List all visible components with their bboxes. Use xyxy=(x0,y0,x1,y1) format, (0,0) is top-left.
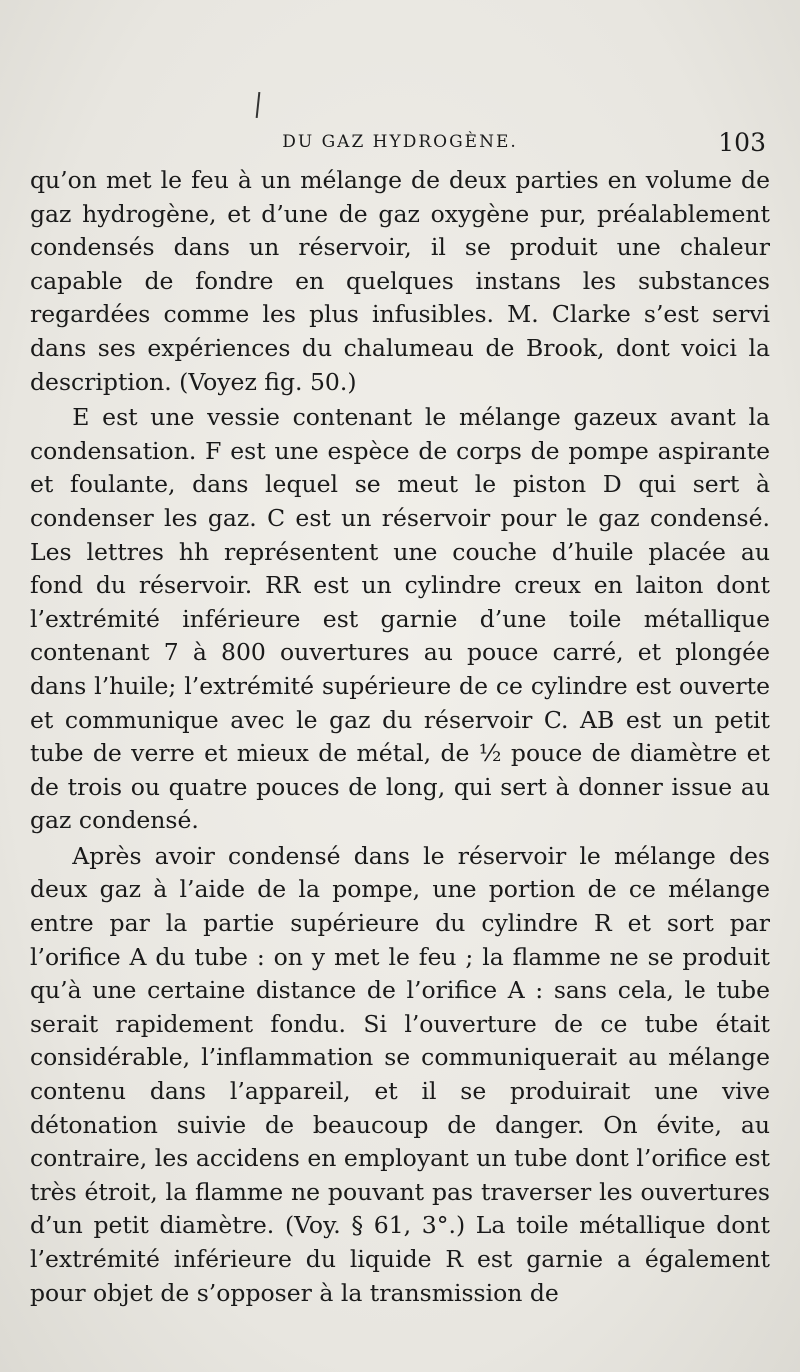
paragraph-apparatus-description: E est une vessie contenant le mélange gazeux avant la condensation. F est une espèce de corps de pompe aspirante et foulante, dans lequel se meut le piston D qui sert à condenser les gaz. C est un réservoir pour le gaz condensé. Les lettres hh représentent une couche d’huile placée au fond du réservoir. RR est un cylindre creux en laiton dont l’extrémité inférieure est garnie d’une toile métallique contenant 7 à 800 ouvertures au pouce carré, et plongée dans l’huile; l’extrémité supérieure de ce cylindre est ouverte et communique avec le gaz du réservoir C. AB est un petit tube de verre et mieux de métal, de ½ pouce de diamètre et de trois ou quatre pouces de long, qui sert à donner issue au gaz condensé. xyxy=(30,403,770,835)
stray-ink-mark xyxy=(256,92,261,118)
page-number: 103 xyxy=(718,128,766,157)
paragraph-continuation: qu’on met le feu à un mélange de deux parties en volume de gaz hydrogène, et d’une de gaz oxygène pur, préalablement condensés dans un réservoir, il se produit une chaleur capable de fondre en quelques instans les substances regardées comme les plus infusibles. M. Clarke s’est servi dans ses expériences du chalumeau de Brook, dont voici la description. (Voyez fig. 50.) xyxy=(30,166,770,396)
body-text xyxy=(30,164,770,1310)
page-header xyxy=(0,128,800,162)
paragraph-operation: Après avoir condensé dans le réservoir le mélange des deux gaz à l’aide de la pompe, une portion de ce mélange entre par la partie supérieure du cylindre R et sort par l’orifice A du tube : on y met le feu ; la flamme ne se produit qu’à une certaine distance de l’orifice A : sans cela, le tube serait rapidement fondu. Si l’ouverture de ce tube était considérable, l’inflammation se communiquerait au mélange contenu dans l’appareil, et il se produirait une vive détonation suivie de beaucoup de danger. On évite, au contraire, les accidens en employant un tube dont l’orifice est très étroit, la flamme ne pouvant pas traverser les ouvertures d’un petit diamètre. (Voy. § 61, 3°.) La toile métallique dont l’extrémité inférieure du liquide R est garnie a également pour objet de s’opposer à la transmission de xyxy=(30,841,770,1307)
running-title: DU GAZ HYDROGÈNE. xyxy=(282,132,518,152)
